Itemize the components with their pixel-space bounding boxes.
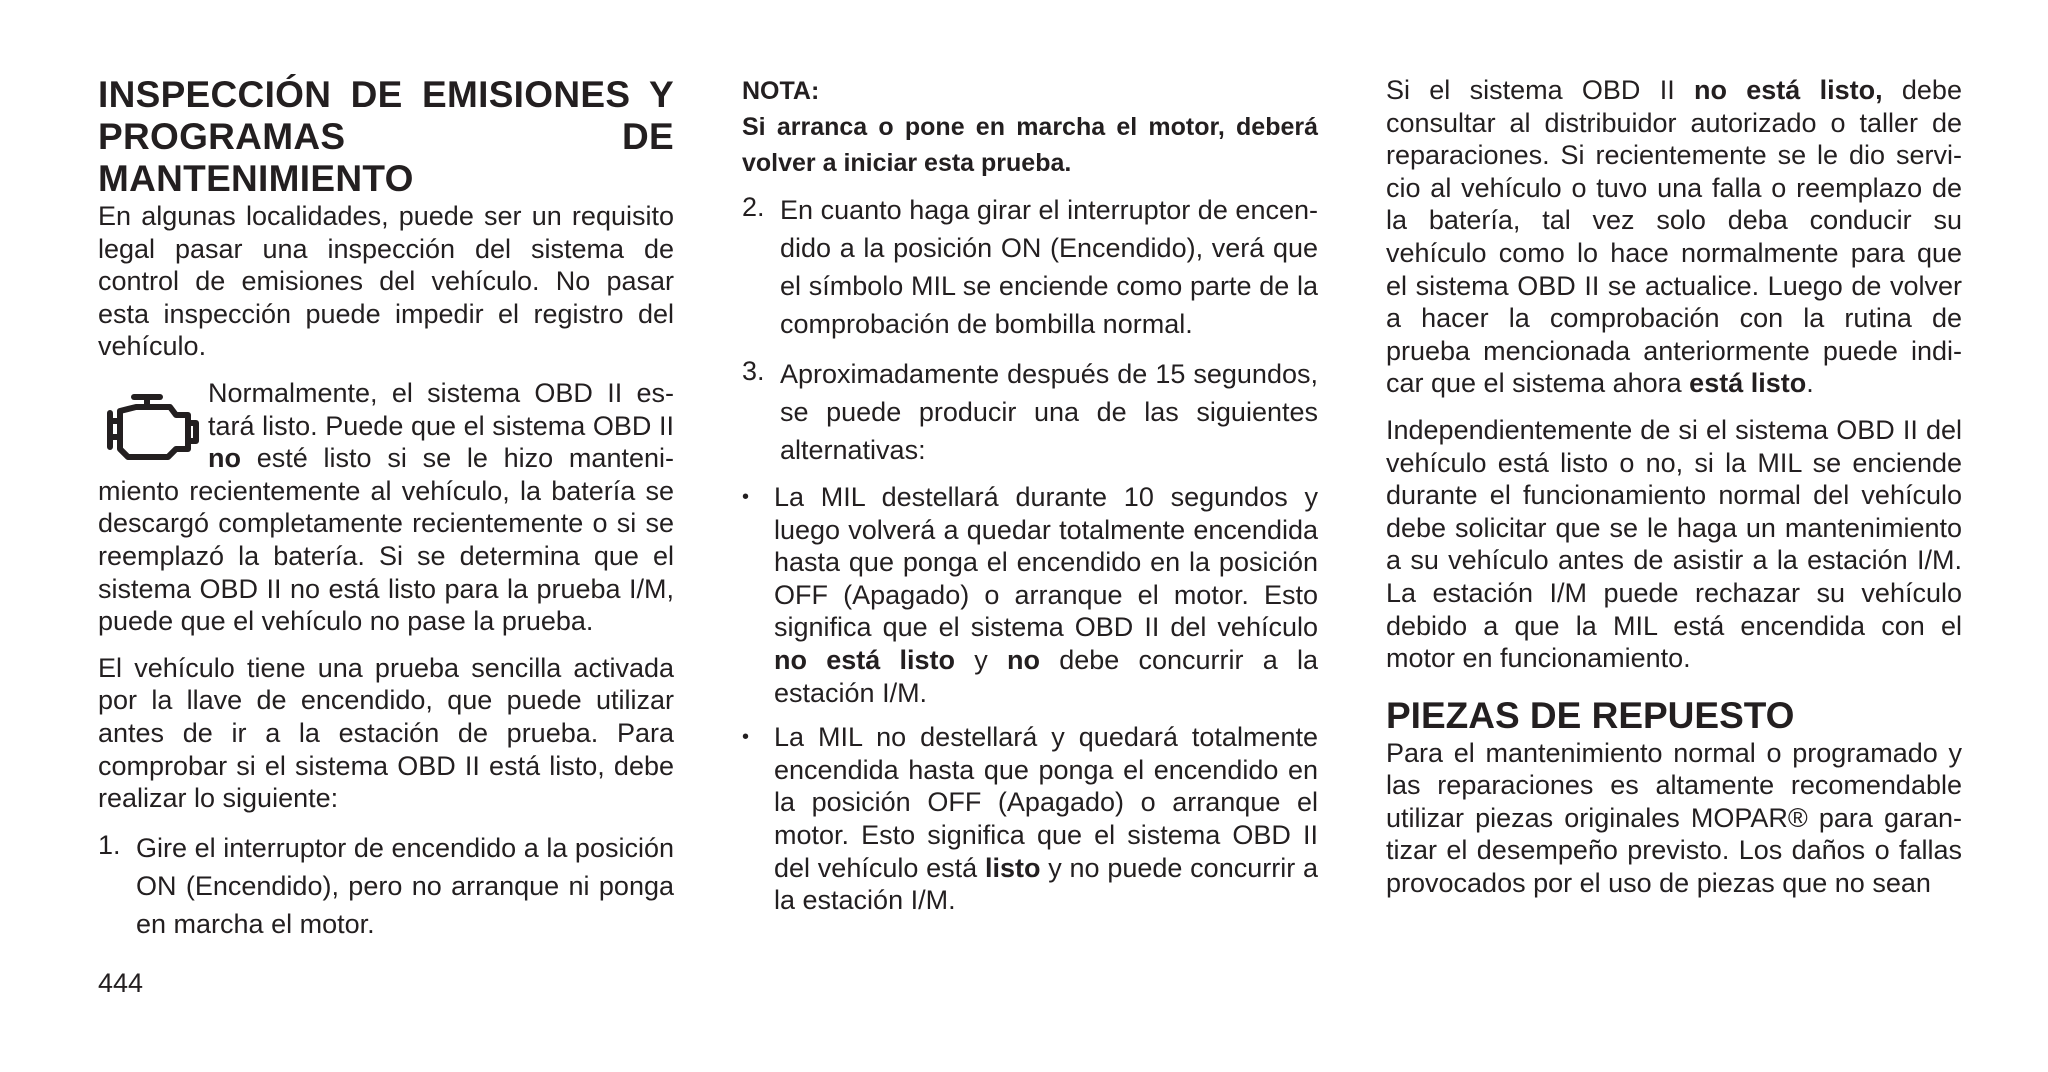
- step-number: 1.: [98, 829, 121, 860]
- section-heading-parts: PIEZAS DE REPUESTO: [1386, 694, 1795, 736]
- bullet-text: La MIL destellará durante 10 segundos y luego volverá a quedar totalmente encendida hasta que ponga el encendido en la posición OFF (Apagado) o arranque el motor. Esto significa que el sistema OBD II del vehículo no está listo y no debe concurrir a la estación I/M.: [774, 482, 1319, 708]
- note-body: Si arranca o pone en marcha el motor, deberá volver a iniciar esta prueba.: [742, 113, 1318, 177]
- step-number: 3.: [742, 356, 765, 386]
- column-right: [1386, 74, 1962, 914]
- obd-text-a: Normalmente, el sistema OBD II estará listo. Puede que el sistema OBD II: [208, 377, 674, 441]
- step-2: [742, 191, 1318, 343]
- list-item: [742, 481, 1318, 709]
- column-left: [98, 74, 674, 955]
- paragraph-not-ready: Si el sistema OBD II no está listo, debe consultar al distribuidor autorizado o taller de reparaciones. Si recientemente se le dio servicio al vehículo o tuvo una falla o reemplazo de la batería, tal vez solo deba conducir su vehículo como lo hace normalmente para que el sistema OBD II se actualice. Luego de volver a hacer la comprobación con la rutina de prueba mencionada anteriormente puede indicar que el sistema ahora está listo.: [1386, 75, 1962, 399]
- step-text: Aproximadamente después de 15 segundos, se puede producir una de las siguientes alternativas:: [780, 359, 1318, 465]
- paragraph-parts: Para el mantenimiento normal o programado y las reparaciones es altamente recomendable utilizar piezas originales MOPAR® para garantizar el desempeño previsto. Los daños o fallas provocados por el uso de piezas que no sean: [1386, 737, 1962, 899]
- step-text: Gire el interruptor de encendido a la posición ON (Encendido), pero no arranque ni ponga en marcha el motor.: [136, 832, 674, 939]
- page-number: 444: [98, 968, 144, 998]
- check-engine-icon: [98, 377, 204, 473]
- step-3: [742, 355, 1318, 469]
- note-title: NOTA:: [742, 77, 820, 105]
- paragraph-mil-on: Independientemente de si el sistema OBD II del vehículo está listo o no, si la MIL se enciende durante el funcionamiento normal del vehículo debe solicitar que se le haga un mantenimiento a su vehículo antes de asistir a la estación I/M. La estación I/M puede rechazar su vehículo debido a que la MIL está encendida con el motor en funcionamiento.: [1386, 414, 1962, 674]
- step-1: [98, 829, 674, 943]
- bullet-text: La MIL no destellará y quedará totalmente encendida hasta que ponga el encendido en la posición OFF (Apagado) o arranque el motor. Esto significa que el sistema OBD II del vehículo está listo y no puede concurrir a la estación I/M.: [774, 722, 1318, 916]
- step-text: En cuanto haga girar el interruptor de encendido a la posición ON (Encendido), verá que el símbolo MIL se enciende como parte de la comprobación de bombilla normal.: [780, 195, 1318, 339]
- obd-text-b: esté listo si se le hizo mantenimiento recientemente al vehículo, la batería se descargó completamente recientemente o si se reemplazó la batería. Si se determina que el sistema OBD II no está listo para la prueba I/M, puede que el vehículo no pase la prueba.: [98, 443, 674, 637]
- obd-text-no: no: [208, 443, 241, 474]
- list-item: [742, 721, 1318, 917]
- paragraph-test-intro: El vehículo tiene una prueba sencilla activada por la llave de encendido, que puede utilizar antes de ir a la estación de prueba. Para comprobar si el sistema OBD II está listo, debe realizar lo siguiente:: [98, 652, 674, 814]
- column-middle: [742, 76, 1318, 929]
- bullet-icon: •: [742, 726, 750, 749]
- paragraph-intro: En algunas localidades, puede ser un requisito legal pasar una inspección del sistema de control de emisiones del vehículo. No pasar esta inspección puede impedir el registro del vehículo.: [98, 201, 674, 362]
- step-number: 2.: [742, 192, 765, 222]
- bullet-icon: •: [742, 486, 750, 508]
- section-heading-emissions: INSPECCIÓN DE EMISIONES Y PROGRAMAS DE MANTENIMIENTO: [98, 74, 674, 199]
- paragraph-obd-status: [98, 377, 674, 638]
